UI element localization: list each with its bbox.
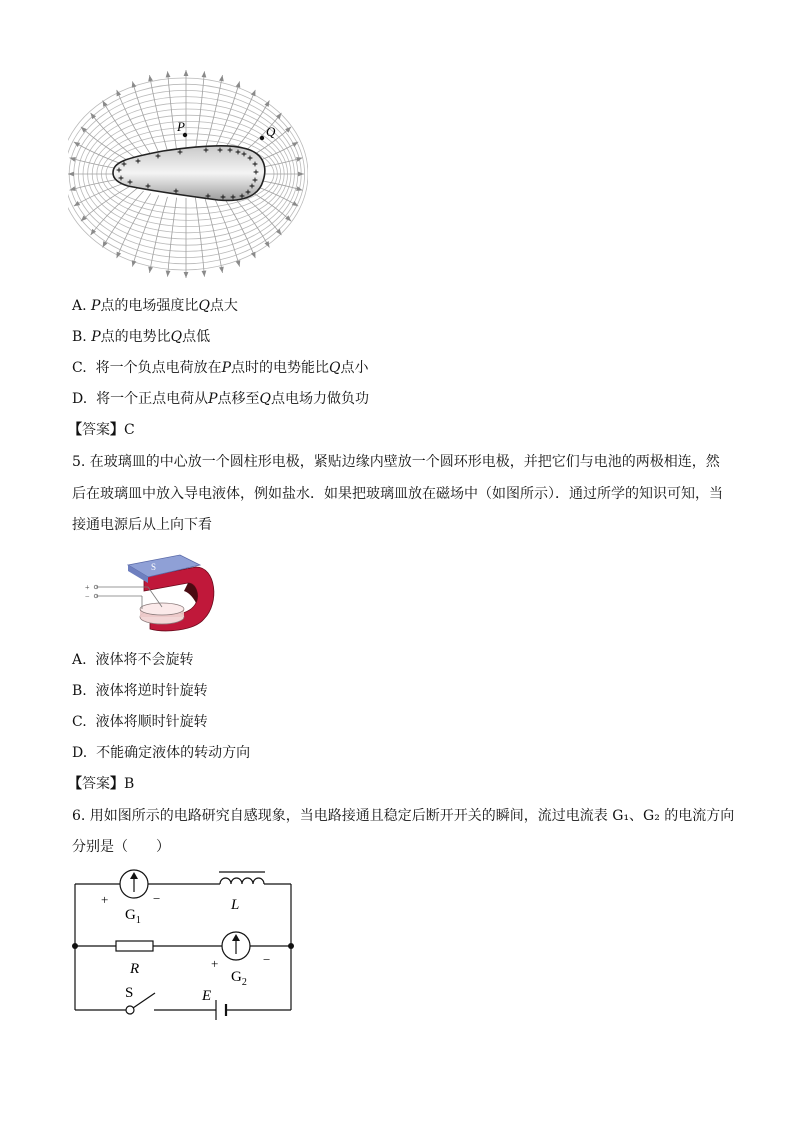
- electric-field-figure: [68, 66, 308, 288]
- inductor-label: L: [231, 897, 240, 913]
- switch-label: S: [125, 985, 134, 1001]
- magnet-dish-figure: [84, 553, 220, 635]
- field-line-arrow: [166, 271, 171, 277]
- field-line-arrow: [276, 113, 282, 119]
- field-line-arrow: [202, 71, 207, 77]
- field-line-arrow: [132, 260, 137, 266]
- field-line: [195, 198, 204, 277]
- field-line-arrow: [148, 267, 153, 273]
- field-line-arrow: [74, 142, 80, 147]
- terminal-plus-label: +: [85, 583, 90, 592]
- q4-answer: 【答案】C: [68, 422, 135, 438]
- q6-stem-line-1: 6. 用如图所示的电路研究自感现象，当电路接通且稳定后断开开关的瞬间，流过电流表 G₁、G₂ 的电流方向: [72, 808, 735, 824]
- field-line: [168, 198, 177, 277]
- field-line-arrow: [202, 271, 207, 277]
- g2-plus-label: +: [211, 956, 219, 971]
- field-line-arrow: [219, 75, 224, 81]
- circuit-diagram: [66, 862, 306, 1022]
- field-line-arrow: [74, 201, 80, 206]
- q6-stem-line-2: 分别是（ ）: [72, 839, 170, 855]
- field-line-arrow: [296, 186, 302, 191]
- q5-option-d: D. 不能确定液体的转动方向: [72, 745, 251, 761]
- field-line-arrow: [219, 267, 224, 273]
- q5-stem-line-2: 后在玻璃皿中放入导电液体，例如盐水．如果把玻璃皿放在磁场中（如图所示）．通过所学的知识可知，当: [72, 486, 723, 502]
- field-line: [168, 71, 177, 150]
- battery-label: E: [202, 988, 212, 1004]
- junction-left: [72, 943, 78, 949]
- terminal-minus-label: −: [85, 592, 90, 601]
- inductor-coil: [219, 872, 265, 884]
- q4-option-b: B. P点的电势比Q点低: [72, 329, 211, 345]
- q5-answer: 【答案】B: [68, 776, 135, 792]
- q4-option-d: D. 将一个正点电荷从P点移至Q点电场力做负功: [72, 391, 369, 407]
- field-line: [195, 71, 204, 150]
- g1-label: $G_1$: [125, 907, 141, 926]
- g1-plus-label: +: [101, 892, 109, 907]
- field-line-arrow: [296, 157, 302, 162]
- switch-blade: [133, 993, 155, 1008]
- field-line-arrow: [117, 90, 121, 96]
- field-line-arrow: [184, 272, 189, 278]
- q5-option-c: C. 液体将顺时针旋转: [72, 714, 208, 730]
- q5-stem-line-3: 接通电源后从上向下看: [72, 517, 212, 533]
- q5-option-a: A. 液体将不会旋转: [72, 652, 194, 668]
- q4-option-c: C. 将一个负点电荷放在P点时的电势能比Q点小: [72, 360, 369, 376]
- field-line-arrow: [148, 75, 153, 81]
- switch-pivot: [126, 1006, 134, 1014]
- g2-label: $G_2$: [231, 969, 247, 988]
- g2-minus-label: −: [263, 952, 271, 967]
- junction-right: [288, 943, 294, 949]
- q4-option-a: A. P点的电场强度比Q点大: [72, 298, 238, 314]
- resistor-label: R: [130, 961, 140, 977]
- field-line-arrow: [117, 252, 121, 258]
- q5-stem-line-1: 5. 在玻璃皿的中心放一个圆柱形电极，紧贴边缘内壁放一个圆环形电极，并把它们与电池的两极相连，然: [72, 454, 720, 470]
- resistor: [116, 941, 153, 951]
- g1-minus-label: −: [153, 891, 161, 906]
- point-p-label: P: [177, 119, 185, 134]
- field-line-arrow: [184, 70, 189, 76]
- field-line-arrow: [166, 71, 171, 77]
- q5-option-b: B. 液体将逆时针旋转: [72, 683, 208, 699]
- field-line-arrow: [132, 81, 137, 87]
- field-line-arrow: [276, 229, 282, 235]
- magnet-s-label: S: [151, 562, 157, 572]
- point-q-label: Q: [266, 124, 276, 139]
- point-q: [260, 136, 264, 140]
